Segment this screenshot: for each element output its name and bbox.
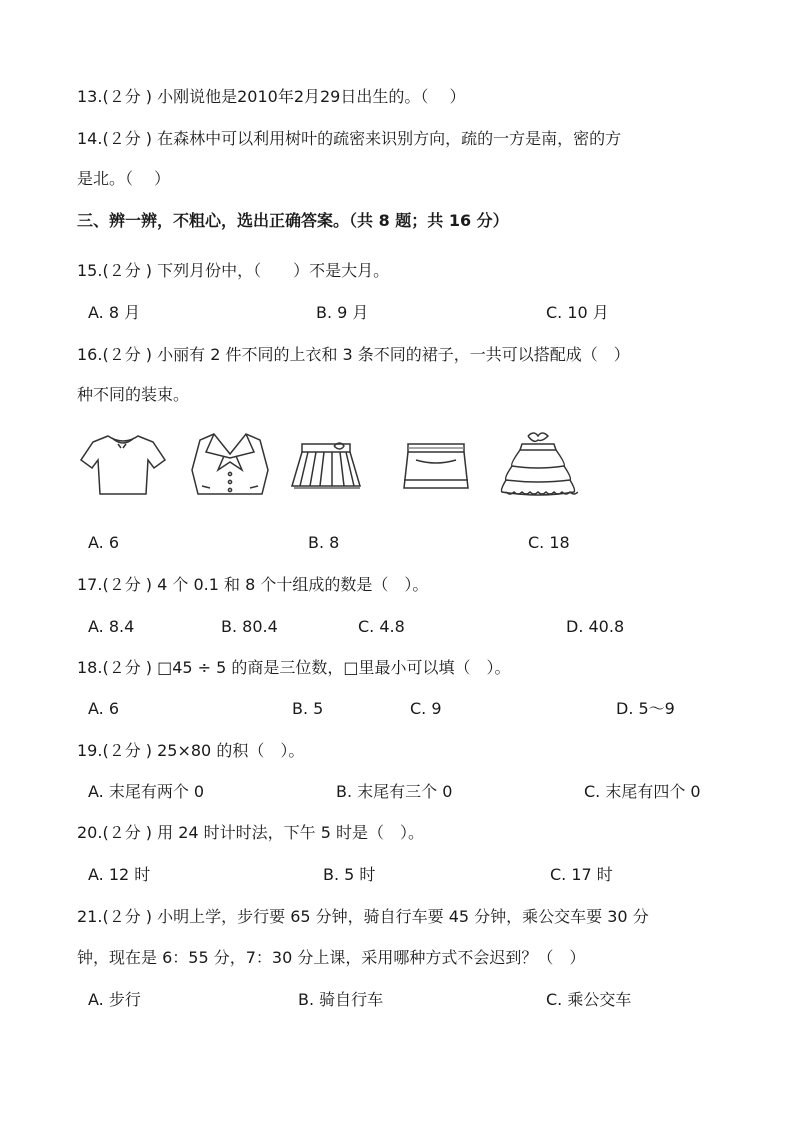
question-16-line2: 种不同的装束。 [77,385,190,404]
q19-option-a[interactable]: A. 末尾有两个 0 [88,782,205,801]
question-16-line1: 16.(２分 ) 小丽有 2 件不同的上衣和 3 条不同的裙子，一共可以搭配成（ ） [77,345,630,364]
question-17: 17.(２分 ) 4 个 0.1 和 8 个十组成的数是（ ）。 [77,575,429,594]
section-3-title: 三、辨一辨，不粗心，选出正确答案。（共 8 题；共 16 分） [77,211,509,230]
question-13: 13.(２分 ) 小刚说他是2010年2月29日出生的。（ ） [77,87,466,106]
clothing-images [78,430,578,502]
q18-option-b[interactable]: B. 5 [292,699,324,718]
question-15: 15.(２分 ) 下列月份中，（ ）不是大月。 [77,261,390,280]
q15-option-c[interactable]: C. 10 月 [546,303,609,322]
q19-option-b[interactable]: B. 末尾有三个 0 [336,782,453,801]
ruffled-skirt-icon [498,430,578,500]
sailor-blouse-icon [190,430,270,500]
q17-option-d[interactable]: D. 40.8 [566,617,625,636]
q17-option-b[interactable]: B. 80.4 [221,617,278,636]
q17-option-c[interactable]: C. 4.8 [358,617,405,636]
q21-option-b[interactable]: B. 骑自行车 [298,990,384,1009]
question-19: 19.(２分 ) 25×80 的积（ ）。 [77,741,305,760]
q17-option-a[interactable]: A. 8.4 [88,617,135,636]
q21-option-c[interactable]: C. 乘公交车 [546,990,632,1009]
question-21-line1: 21.(２分 ) 小明上学，步行要 65 分钟，骑自行车要 45 分钟，乘公交车要 30 分 [77,907,649,926]
pleated-skirt-icon [290,430,362,500]
q20-option-b[interactable]: B. 5 时 [323,865,376,884]
q15-option-a[interactable]: A. 8 月 [88,303,141,322]
q18-option-d[interactable]: D. 5～9 [616,699,675,718]
q19-option-c[interactable]: C. 末尾有四个 0 [584,782,701,801]
q21-option-a[interactable]: A. 步行 [88,990,141,1009]
q16-option-a[interactable]: A. 6 [88,533,120,552]
question-18: 18.(２分 ) □45 ÷ 5 的商是三位数，□里最小可以填（ ）。 [77,658,511,677]
q18-option-a[interactable]: A. 6 [88,699,120,718]
question-20: 20.(２分 ) 用 24 时计时法，下午 5 时是（ ）。 [77,823,424,842]
question-14-line2: 是北。（ ） [77,169,171,188]
question-21-line2: 钟，现在是 6：55 分，7：30 分上课，采用哪种方式不会迟到？（ ） [77,948,586,967]
q16-option-c[interactable]: C. 18 [528,533,570,552]
q18-option-c[interactable]: C. 9 [410,699,442,718]
shirt-icon [78,430,168,500]
q20-option-a[interactable]: A. 12 时 [88,865,151,884]
q20-option-c[interactable]: C. 17 时 [550,865,613,884]
q15-option-b[interactable]: B. 9 月 [316,303,369,322]
question-14-line1: 14.(２分 ) 在森林中可以利用树叶的疏密来识别方向，疏的一方是南，密的方 [77,129,622,148]
q16-option-b[interactable]: B. 8 [308,533,340,552]
mini-skirt-icon [398,430,474,500]
